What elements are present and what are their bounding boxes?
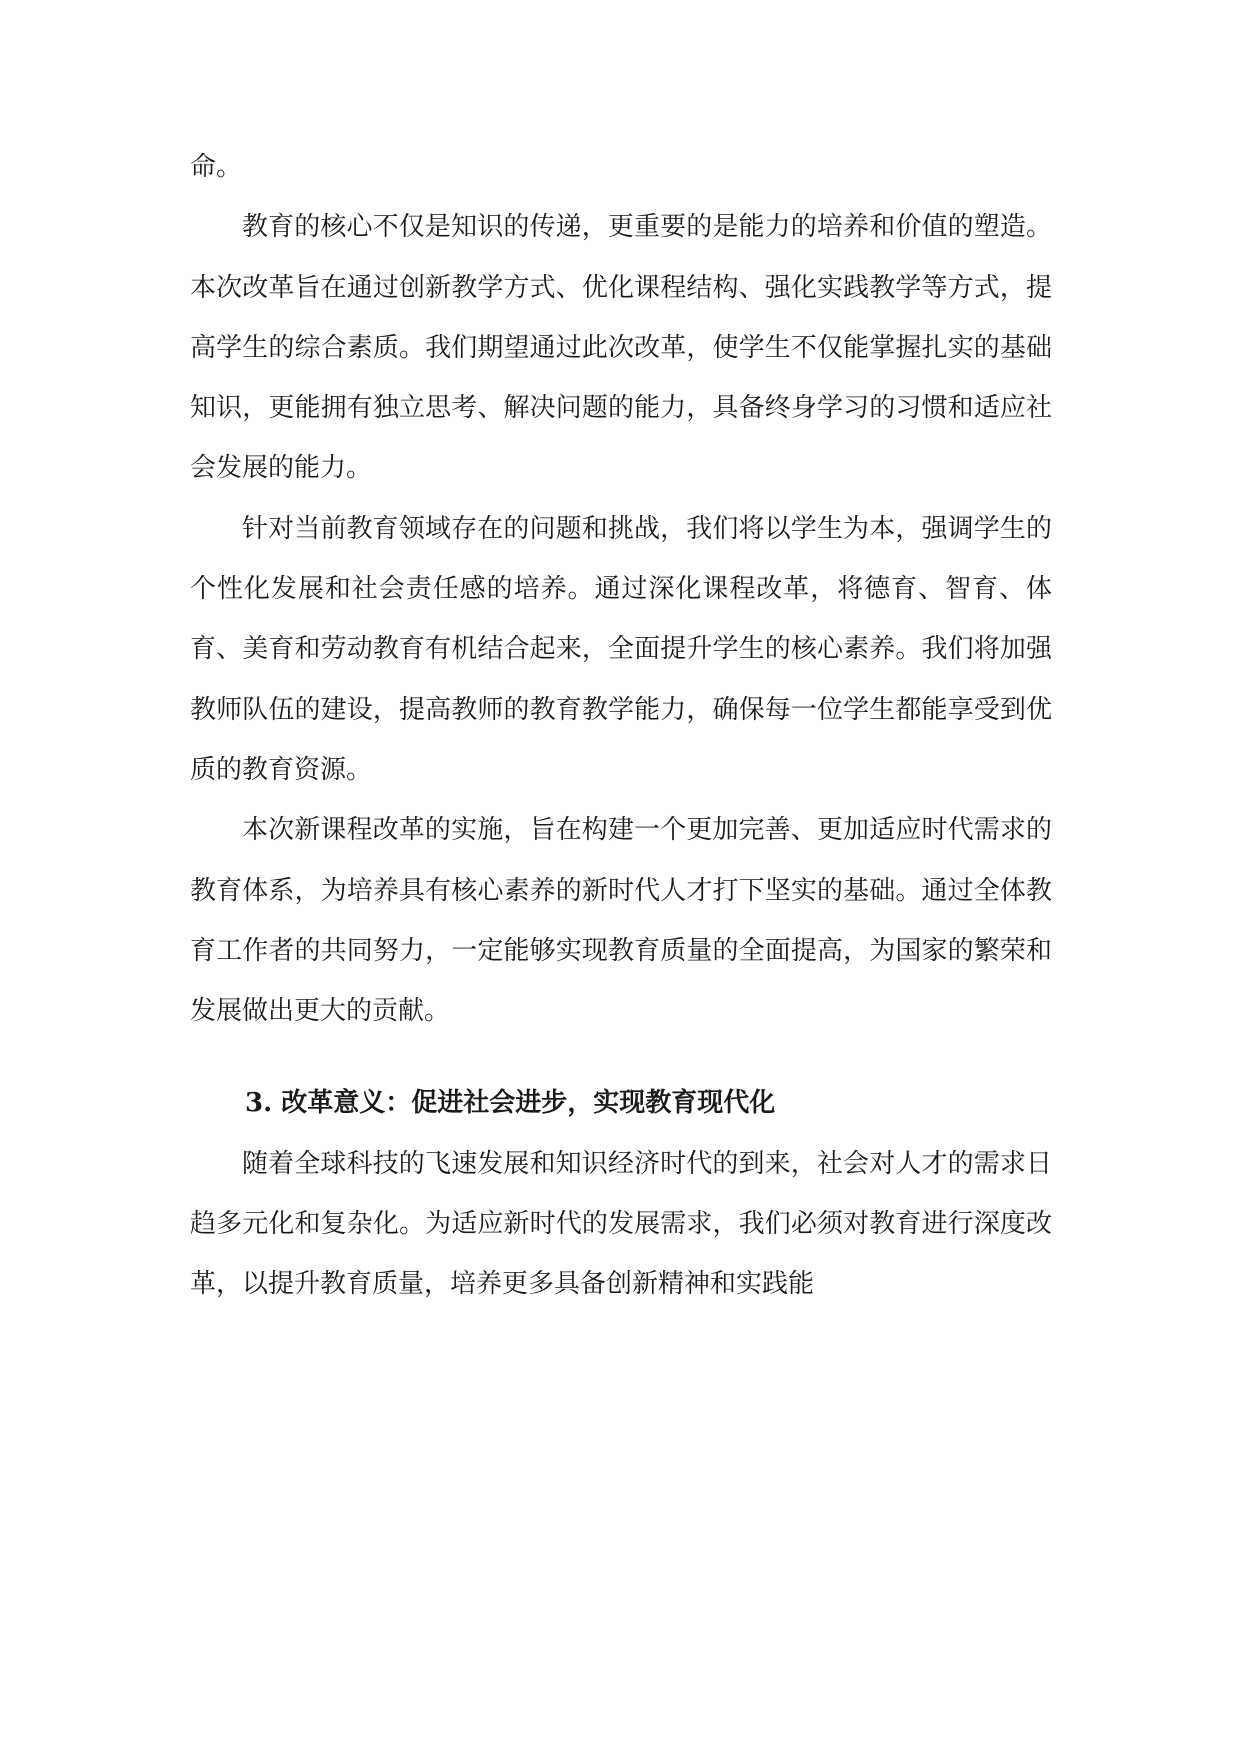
section-heading: 3. 改革意义：促进社会进步，实现教育现代化 <box>245 1088 776 1119</box>
document-body <box>190 137 1052 1315</box>
paragraph-challenges: 针对当前教育领域存在的问题和挑战，我们将以学生为本，强调学生的个性化发展和社会责任感的培养。通过深化课程改革，将德育、智育、体育、美育和劳动教育有机结合起来，全面提升学生的核心素养。我们将加强教师队伍的建设，提高教师的教育教学能力，确保每一位学生都能享受到优质的教育资源。 <box>190 513 1052 785</box>
paragraph-continuation: 命。 <box>190 152 243 182</box>
paragraph-implementation: 本次新课程改革的实施，旨在构建一个更加完善、更加适应时代需求的教育体系，为培养具有核心素养的新时代人才打下坚实的基础。通过全体教育工作者的共同努力，一定能够实现教育质量的全面提高，为国家的繁荣和发展做出更大的贡献。 <box>190 815 1052 1027</box>
paragraph-significance: 随着全球科技的飞速发展和知识经济时代的到来，社会对人才的需求日趋多元化和复杂化。为适应新时代的发展需求，我们必须对教育进行深度改革，以提升教育质量，培养更多具备创新精神和实践能 <box>190 1148 1052 1300</box>
paragraph-education-core: 教育的核心不仅是知识的传递，更重要的是能力的培养和价值的塑造。本次改革旨在通过创新教学方式、优化课程结构、强化实践教学等方式，提高学生的综合素质。我们期望通过此次改革，使学生不仅能掌握扎实的基础知识，更能拥有独立思考、解决问题的能力，具备终身学习的习惯和适应社会发展的能力。 <box>190 212 1052 484</box>
